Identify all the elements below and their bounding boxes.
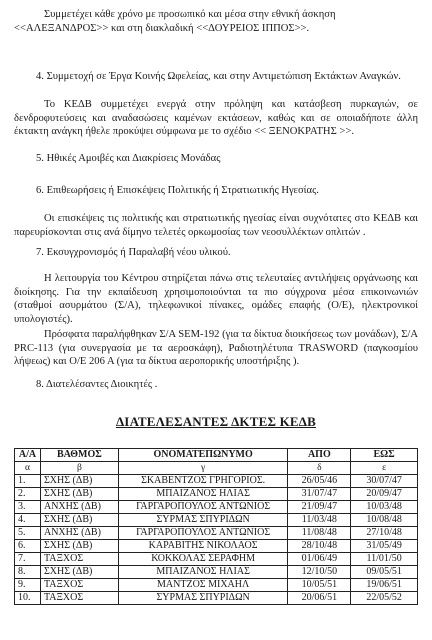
from-date-cell: 31/07/47	[288, 488, 351, 501]
letter-cell: γ	[118, 462, 288, 475]
table-row	[15, 488, 418, 501]
row-number: 5.	[15, 527, 41, 540]
section-4-body: Το ΚΕΔΒ συμμετέχει ενεργά στην πρόληψη και κατάσβεση πυρκαγιών, σε δενδροφυτεύσεις και αναδασώσεις καμένων εκτάσεων, καθώς και σε οποιαδήποτε άλλη έκτακτη ανάγκη ήθελε προκύψει σύμφωνα με το σχέδιο << ΞΕΝΟΚΡΑΤΗΣ >>.	[14, 99, 418, 137]
to-date-cell: 31/05/49	[351, 540, 418, 553]
table-letter-row	[15, 462, 418, 475]
name-cell: ΣΥΡΜΑΣ ΣΠΥΡΙΔΩΝ	[118, 514, 288, 527]
header-from: ΑΠΟ	[288, 449, 351, 462]
name-cell: ΣΚΑΒΕΝΤΖΟΣ ΓΡΗΓΟΡΙΟΣ.	[118, 475, 288, 488]
letter-cell: α	[15, 462, 41, 475]
name-cell: ΜΠΑΙΖΑΝΟΣ ΗΛΙΑΣ	[118, 488, 288, 501]
table-row	[15, 527, 418, 540]
from-date-cell: 26/05/46	[288, 475, 351, 488]
table-row	[15, 566, 418, 579]
section-6-heading: 6. Επιθεωρήσεις ή Επισκέψεις Πολιτικής ή Στρατιωτικής Ηγεσίας.	[36, 185, 319, 196]
name-cell: ΚΑΡΑΒΙΤΗΣ ΝΙΚΟΛΑΟΣ	[118, 540, 288, 553]
from-date-cell: 21/09/47	[288, 501, 351, 514]
rank-cell: ΣΧΗΣ (ΔΒ)	[40, 514, 118, 527]
to-date-cell: 27/10/48	[351, 527, 418, 540]
rank-cell: ΑΝΧΗΣ (ΔΒ)	[40, 527, 118, 540]
to-date-cell: 10/03/48	[351, 501, 418, 514]
header-aa: Α/Α	[15, 449, 41, 462]
intro-line-1: Συμμετέχει κάθε χρόνο με προσωπικό και μέσα στην εθνική άσκηση	[44, 9, 336, 20]
rank-cell: ΣΧΗΣ (ΔΒ)	[40, 488, 118, 501]
rank-cell: ΣΧΗΣ (ΔΒ)	[40, 540, 118, 553]
from-date-cell: 11/03/48	[288, 514, 351, 527]
letter-cell: β	[40, 462, 118, 475]
letter-cell: δ	[288, 462, 351, 475]
roster-title: ΔΙΑΤΕΛΕΣΑΝΤΕΣ ΔΚΤΕΣ ΚΕΔΒ	[115, 414, 317, 429]
header-rank: ΒΑΘΜΟΣ	[40, 449, 118, 462]
section-6-body: Οι επισκέψεις τις πολιτικής και στρατιωτικής ηγεσίας είναι συχνότατες στο ΚΕΔΒ και παρευρίσκονται στις ανά δίμηνο τελετές ορκωμοσίας των νεοσυλλέκτων οπλιτών .	[14, 213, 418, 238]
section-4-heading: 4. Συμμετοχή σε Έργα Κοινής Ωφελείας, και στην Αντιμετώπιση Εκτάκτων Αναγκών.	[36, 71, 401, 82]
table-row	[15, 514, 418, 527]
rank-cell: ΤΑΞΧΟΣ	[40, 579, 118, 592]
from-date-cell: 28/10/48	[288, 540, 351, 553]
rank-cell: ΑΝΧΗΣ (ΔΒ)	[40, 501, 118, 514]
rank-cell: ΤΑΞΧΟΣ	[40, 592, 118, 605]
intro-line-2: <<ΑΛΕΞΑΝΔΡΟΣ>> και στη διακλαδική <<ΔΟΥΡΕΙΟΣ ΙΠΠΟΣ>>.	[14, 23, 310, 34]
to-date-cell: 30/07/47	[351, 475, 418, 488]
row-number: 4.	[15, 514, 41, 527]
commanders-table	[14, 448, 418, 605]
row-number: 1.	[15, 475, 41, 488]
to-date-cell: 09/05/51	[351, 566, 418, 579]
row-number: 9.	[15, 579, 41, 592]
row-number: 3.	[15, 501, 41, 514]
name-cell: ΜΑΝΤΖΟΣ ΜΙΧΑΗΛ	[118, 579, 288, 592]
name-cell: ΣΥΡΜΑΣ ΣΠΥΡΙΔΩΝ	[118, 592, 288, 605]
section-5-heading: 5. Ηθικές Αμοιβές και Διακρίσεις Μονάδας	[36, 153, 221, 164]
name-cell: ΓΑΡΓΑΡΟΠΟΥΛΟΣ ΑΝΤΩΝΙΟΣ	[118, 501, 288, 514]
table-header-row	[15, 449, 418, 462]
to-date-cell: 19/06/51	[351, 579, 418, 592]
section-7-heading: 7. Εκσυγχρονισμός ή Παραλαβή νέου υλικού.	[36, 247, 231, 258]
to-date-cell: 20/09/47	[351, 488, 418, 501]
row-number: 2.	[15, 488, 41, 501]
table-row	[15, 553, 418, 566]
row-number: 10.	[15, 592, 41, 605]
rank-cell: ΣΧΗΣ (ΔΒ)	[40, 475, 118, 488]
to-date-cell: 11/01/50	[351, 553, 418, 566]
table-row	[15, 501, 418, 514]
name-cell: ΓΑΡΓΑΡΟΠΟΥΛΟΣ ΑΝΤΩΝΙΟΣ	[118, 527, 288, 540]
from-date-cell: 10/05/51	[288, 579, 351, 592]
row-number: 8.	[15, 566, 41, 579]
section-7-body-1: Η λειτουργία του Κέντρου στηρίζεται πάνω στις τελευταίες αντιλήψεις οργάνωσης και διοίκησης. Για την εκπαίδευση χρησιμοποιούνται τα πιο σύγχρονα μέσα επικοινωνιών (σταθμοί ασυρμάτου (Σ/Α), τηλεφωνικοί πίνακες, ομάδες επαφής (Ο/Ε), ηλεκτρονικοί υπολογιστές).	[14, 273, 418, 325]
name-cell: ΜΠΑΙΖΑΝΟΣ ΗΛΙΑΣ	[118, 566, 288, 579]
to-date-cell: 22/05/52	[351, 592, 418, 605]
from-date-cell: 01/06/49	[288, 553, 351, 566]
section-7-body-2: Πρόσφατα παραλήφθηκαν Σ/Α SEM-192 (για τα δίκτυα διοικήσεως των μονάδων), Σ/Α PRC-113 (για συνεργασία με τα αεροσκάφη), Ραδιοτηλέτυπα TRASWORD (παγκοσμίου λήψεως) και Ο/Ε 206 Α (για τα δίκτυα αεροπορικής υποστήριξης ).	[14, 329, 418, 367]
table-row	[15, 579, 418, 592]
rank-cell: ΣΧΗΣ (ΔΒ)	[40, 566, 118, 579]
section-8-heading: 8. Διατελέσαντες Διοικητές .	[36, 379, 158, 390]
table-row	[15, 540, 418, 553]
row-number: 6.	[15, 540, 41, 553]
from-date-cell: 20/06/51	[288, 592, 351, 605]
row-number: 7.	[15, 553, 41, 566]
table-row	[15, 592, 418, 605]
name-cell: ΚΟΚΚΟΛΑΣ ΣΕΡΑΦΗΜ	[118, 553, 288, 566]
letter-cell: ε	[351, 462, 418, 475]
from-date-cell: 12/10/50	[288, 566, 351, 579]
from-date-cell: 11/08/48	[288, 527, 351, 540]
to-date-cell: 10/08/48	[351, 514, 418, 527]
header-full-name: ΟΝΟΜΑΤΕΠΩΝΥΜΟ	[118, 449, 288, 462]
table-row	[15, 475, 418, 488]
header-to: ΕΩΣ	[351, 449, 418, 462]
rank-cell: ΤΑΞΧΟΣ	[40, 553, 118, 566]
